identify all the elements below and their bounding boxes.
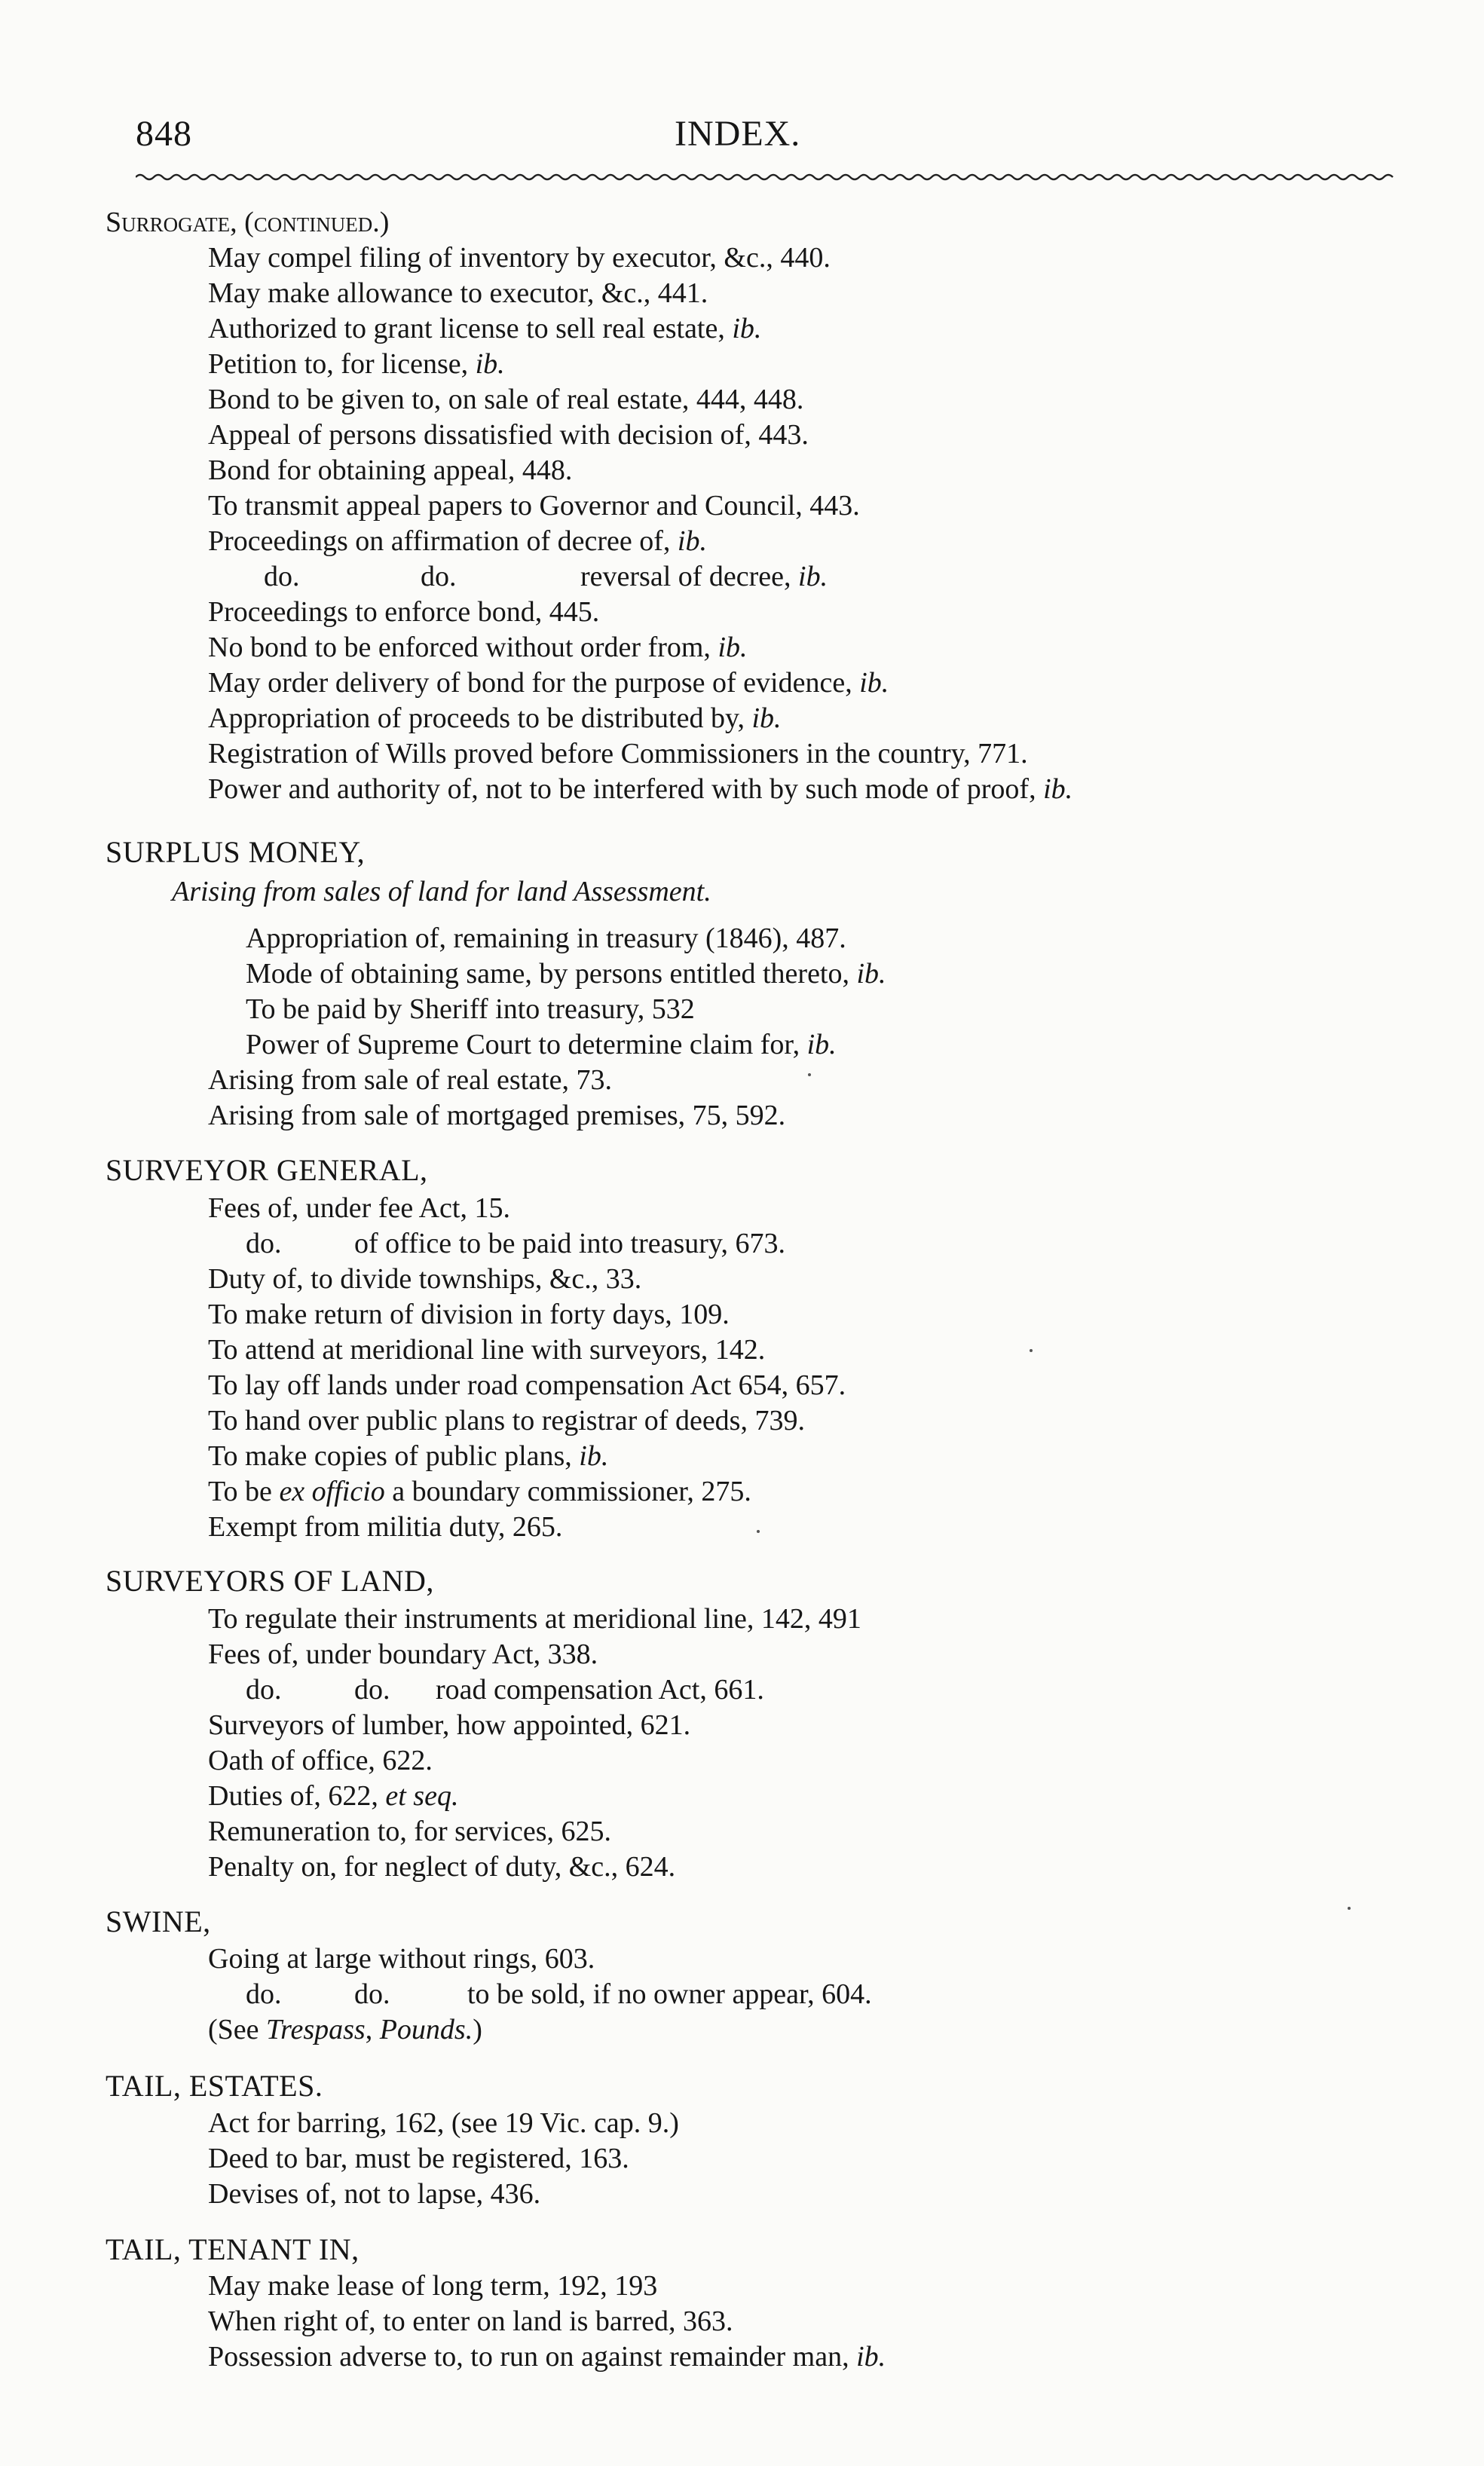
entry-heading-surveyor-general: SURVEYOR GENERAL, bbox=[106, 1153, 428, 1187]
entry-text: a boundary commissioner, 275. bbox=[384, 1476, 751, 1507]
ibid-ref: ib. bbox=[856, 958, 886, 990]
entry-text: Mode of obtaining same, by persons entitled thereto, bbox=[246, 958, 857, 990]
entry-text: (See bbox=[208, 2014, 267, 2045]
index-entry: of office to be paid into treasury, 673. bbox=[354, 1228, 785, 1259]
ibid-ref: ib. bbox=[579, 1440, 609, 1472]
entry-text: Duties of, 622, bbox=[208, 1780, 386, 1812]
entry-heading-tail-estates: TAIL, ESTATES. bbox=[106, 2069, 323, 2103]
index-entry: Registration of Wills proved before Commissioners in the country, 771. bbox=[208, 738, 1028, 769]
index-entry: Duty of, to divide townships, &c., 33. bbox=[208, 1263, 642, 1295]
index-entry bbox=[208, 524, 707, 558]
index-entry: Bond for obtaining appeal, 448. bbox=[208, 454, 573, 486]
index-entry: To lay off lands under road compensation Act 654, 657. bbox=[208, 1369, 846, 1401]
ditto-mark: do. bbox=[354, 1674, 390, 1706]
index-entry: Fees of, under boundary Act, 338. bbox=[208, 1638, 598, 1670]
index-entry: Deed to bar, must be registered, 163. bbox=[208, 2143, 629, 2174]
index-entry: May make allowance to executor, &c., 441. bbox=[208, 277, 708, 309]
index-entry: May compel filing of inventory by executor, &c., 440. bbox=[208, 242, 831, 274]
entry-text: Power of Supreme Court to determine claim for, bbox=[246, 1029, 807, 1060]
index-entry bbox=[208, 311, 761, 346]
index-entry: Fees of, under fee Act, 15. bbox=[208, 1192, 510, 1224]
entry-heading-surrogate: Surrogate, (continued.) bbox=[106, 207, 390, 238]
ibid-ref: ib. bbox=[859, 667, 889, 699]
ditto-mark: do. bbox=[354, 1978, 390, 2010]
ibid-ref: ib. bbox=[732, 313, 762, 344]
entry-text: reversal of decree, bbox=[580, 561, 799, 592]
index-entry bbox=[246, 956, 886, 991]
ibid-ref: ib. bbox=[751, 702, 782, 734]
index-entry: Going at large without rings, 603. bbox=[208, 1943, 595, 1975]
entry-text: ) bbox=[473, 2014, 482, 2045]
entry-text: Appropriation of proceeds to be distributed by, bbox=[208, 702, 752, 734]
index-entry bbox=[208, 2339, 886, 2374]
entry-heading-surplus-money: SURPLUS MONEY, bbox=[106, 835, 366, 869]
ditto-mark: do. bbox=[264, 561, 300, 592]
index-entry bbox=[208, 1474, 751, 1509]
latin-term: et seq. bbox=[385, 1780, 459, 1812]
entry-heading-surveyors-of-land: SURVEYORS OF LAND, bbox=[106, 1564, 434, 1598]
index-entry bbox=[246, 1027, 837, 1062]
ibid-ref: ib. bbox=[806, 1029, 837, 1060]
index-entry: Penalty on, for neglect of duty, &c., 624. bbox=[208, 1851, 676, 1883]
index-entry: to be sold, if no owner appear, 604. bbox=[467, 1978, 872, 2010]
sub-heading: Arising from sales of land for land Assessment. bbox=[172, 876, 711, 907]
index-entry: To regulate their instruments at meridional line, 142, 491 bbox=[208, 1603, 861, 1635]
index-entry bbox=[208, 665, 889, 700]
wavy-rule bbox=[136, 172, 1396, 182]
entry-text: May order delivery of bond for the purpose of evidence, bbox=[208, 667, 860, 699]
entry-text: To make copies of public plans, bbox=[208, 1440, 580, 1472]
entry-text: To be bbox=[208, 1476, 280, 1507]
index-entry bbox=[208, 701, 782, 736]
page-number: 848 bbox=[136, 114, 192, 154]
ibid-ref: ib. bbox=[1043, 773, 1073, 805]
index-entry bbox=[580, 559, 828, 594]
index-entry: Appeal of persons dissatisfied with decision of, 443. bbox=[208, 419, 809, 451]
index-entry: To transmit appeal papers to Governor and Council, 443. bbox=[208, 490, 860, 522]
index-entry bbox=[208, 1779, 458, 1813]
entry-text: Authorized to grant license to sell real estate, bbox=[208, 313, 733, 344]
index-entry: To be paid by Sheriff into treasury, 532 bbox=[246, 993, 695, 1025]
latin-term: ex officio bbox=[279, 1476, 385, 1507]
index-entry: To attend at meridional line with surveyors, 142. bbox=[208, 1334, 766, 1366]
print-speck bbox=[1030, 1349, 1033, 1352]
cross-ref-term: Pounds. bbox=[379, 2014, 473, 2045]
index-entry: road compensation Act, 661. bbox=[436, 1674, 764, 1706]
index-entry: Remuneration to, for services, 625. bbox=[208, 1816, 612, 1847]
index-entry bbox=[208, 1439, 608, 1473]
cross-ref-term: Trespass bbox=[266, 2014, 366, 2045]
index-entry: May make lease of long term, 192, 193 bbox=[208, 2270, 658, 2302]
index-entry: Surveyors of lumber, how appointed, 621. bbox=[208, 1709, 691, 1741]
index-entry: Devises of, not to lapse, 436. bbox=[208, 2178, 541, 2210]
entry-text: No bond to be enforced without order from, bbox=[208, 632, 718, 663]
index-entry: When right of, to enter on land is barred, 363. bbox=[208, 2305, 733, 2337]
cross-reference bbox=[208, 2012, 482, 2047]
index-entry: Bond to be given to, on sale of real estate, 444, 448. bbox=[208, 384, 804, 415]
entry-heading-tail-tenant-in: TAIL, TENANT IN, bbox=[106, 2232, 360, 2266]
print-speck bbox=[757, 1530, 760, 1533]
entry-text: , bbox=[365, 2014, 380, 2045]
index-entry: Proceedings to enforce bond, 445. bbox=[208, 596, 600, 628]
ibid-ref: ib. bbox=[856, 2341, 886, 2373]
index-entry: Oath of office, 622. bbox=[208, 1745, 433, 1776]
ibid-ref: ib. bbox=[718, 632, 748, 663]
page-title: INDEX. bbox=[675, 114, 801, 154]
ibid-ref: ib. bbox=[475, 348, 505, 380]
ditto-mark: do. bbox=[246, 1978, 282, 2010]
entry-text: Proceedings on affirmation of decree of, bbox=[208, 525, 678, 557]
ibid-ref: ib. bbox=[798, 561, 828, 592]
index-entry bbox=[208, 772, 1072, 806]
ibid-ref: ib. bbox=[677, 525, 707, 557]
index-entry: Exempt from militia duty, 265. bbox=[208, 1511, 563, 1543]
entry-text: Possession adverse to, to run on against remainder man, bbox=[208, 2341, 857, 2373]
index-entry: To make return of division in forty days, 109. bbox=[208, 1299, 730, 1330]
entry-text: Petition to, for license, bbox=[208, 348, 476, 380]
ditto-mark: do. bbox=[246, 1674, 282, 1706]
index-entry bbox=[208, 630, 748, 665]
index-entry: Act for barring, 162, (see 19 Vic. cap. 9.) bbox=[208, 2107, 679, 2139]
print-speck bbox=[1348, 1907, 1351, 1910]
index-entry: Appropriation of, remaining in treasury (1846), 487. bbox=[246, 922, 846, 954]
ditto-mark: do. bbox=[421, 561, 457, 592]
index-entry: Arising from sale of mortgaged premises, 75, 592. bbox=[208, 1100, 786, 1131]
index-entry bbox=[208, 347, 505, 381]
entry-text: Power and authority of, not to be interfered with by such mode of proof, bbox=[208, 773, 1044, 805]
print-speck bbox=[808, 1073, 811, 1076]
ditto-mark: do. bbox=[246, 1228, 282, 1259]
index-entry: Arising from sale of real estate, 73. bbox=[208, 1064, 613, 1096]
index-entry: To hand over public plans to registrar of deeds, 739. bbox=[208, 1405, 805, 1436]
entry-heading-swine: SWINE, bbox=[106, 1905, 211, 1938]
